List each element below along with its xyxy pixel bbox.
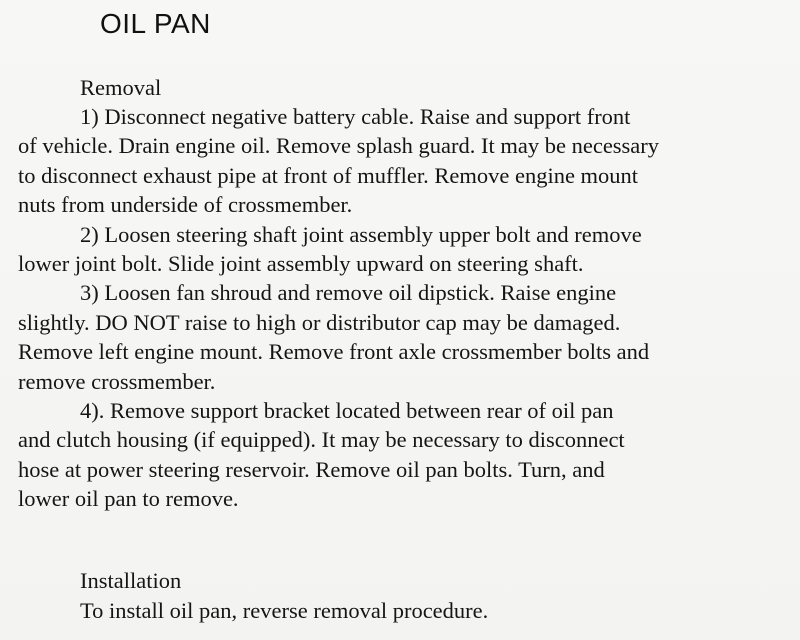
step-line: lower joint bolt. Slide joint assembly upward on steering shaft. [18, 251, 584, 277]
page-title: OIL PAN [100, 8, 211, 39]
removal-step-3 [18, 278, 790, 396]
step-line: remove crossmember. [18, 368, 216, 394]
removal-step-1 [18, 102, 790, 220]
step-line: 2) Loosen steering shaft joint assembly upper bolt and remove [80, 221, 642, 247]
step-line: lower oil pan to remove. [18, 486, 239, 512]
step-line: slightly. DO NOT raise to high or distributor cap may be damaged. [18, 309, 621, 335]
step-line: 4). Remove support bracket located between rear of oil pan [80, 398, 614, 424]
step-line: Remove left engine mount. Remove front axle crossmember bolts and [18, 339, 650, 365]
removal-heading: Removal [80, 75, 162, 100]
step-line: hose at power steering reservoir. Remove oil pan bolts. Turn, and [18, 456, 605, 482]
step-line: 1) Disconnect negative battery cable. Raise and support front [80, 104, 631, 129]
removal-steps [18, 102, 790, 514]
step-line: of vehicle. Drain engine oil. Remove splash guard. It may be necessary [18, 133, 660, 159]
removal-step-2 [18, 220, 790, 279]
step-line: 3) Loosen fan shroud and remove oil dipstick. Raise engine [80, 280, 617, 306]
installation-text: To install oil pan, reverse removal procedure. [80, 598, 489, 623]
step-line: and clutch housing (if equipped). It may be necessary to disconnect [18, 427, 625, 453]
installation-heading: Installation [80, 568, 182, 593]
removal-step-4 [18, 396, 790, 514]
step-line: nuts from underside of crossmember. [18, 192, 353, 218]
step-line: to disconnect exhaust pipe at front of muffler. Remove engine mount [18, 162, 639, 188]
